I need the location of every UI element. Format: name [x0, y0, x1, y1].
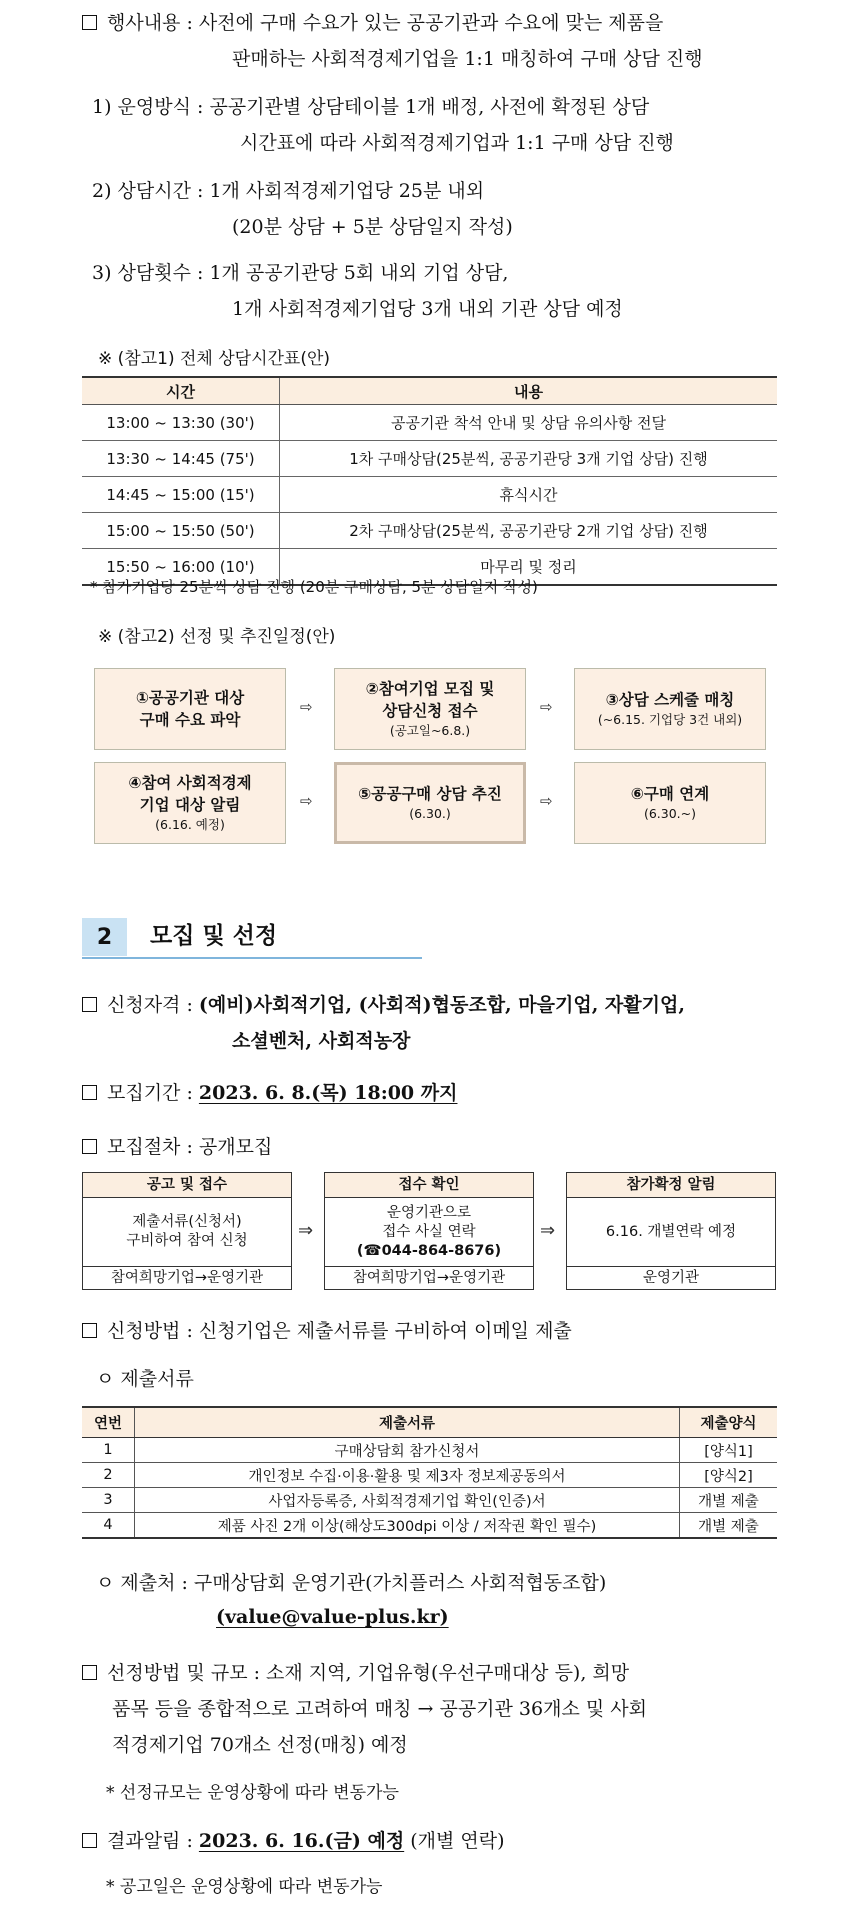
submit-email: (value@value-plus.kr) [216, 1606, 449, 1628]
step-4: ④참여 사회적경제 기업 대상 알림 (6.16. 예정) [94, 762, 286, 844]
section-number: 2 [82, 918, 127, 956]
result-line: 결과알림 : 2023. 6. 16.(금) 예정 (개별 연락) [82, 1826, 850, 1853]
docs-title: ㅇ 제출서류 [96, 1368, 194, 1390]
checkbox-square-icon [82, 1833, 97, 1848]
item-time-line2: (20분 상담 + 5분 상담일지 작성) [232, 216, 513, 238]
eligibility-line1: 신청자격 : (예비)사회적기업, (사회적)협동조합, 마을기업, 자활기업, [82, 990, 850, 1017]
checkbox-square-icon [82, 15, 97, 30]
checkbox-square-icon [82, 1139, 97, 1154]
table-row: 14:45 ~ 15:00 (15') 휴식시간 [82, 477, 777, 513]
submit-line: ㅇ 제출처 : 구매상담회 운영기관(가치플러스 사회적협동조합) [96, 1572, 607, 1594]
arrow-icon: ⇨ [300, 698, 313, 716]
ref1-title: ※ (참고1) 전체 상담시간표(안) [98, 349, 331, 369]
step-2: ②참여기업 모집 및 상담신청 접수 (공고일~6.8.) [334, 668, 526, 750]
arrow-icon: ⇨ [300, 792, 313, 810]
checkbox-square-icon [82, 1085, 97, 1100]
table-row: 1 구매상담회 참가신청서 [양식1] [82, 1438, 777, 1463]
procedure-box-3: 참가확정 알림 6.16. 개별연락 예정 운영기관 [566, 1172, 776, 1290]
method-line: 신청방법 : 신청기업은 제출서류를 구비하여 이메일 제출 [82, 1316, 850, 1343]
col-time: 시간 [82, 377, 280, 405]
section-underline [82, 957, 422, 959]
table-row: 2 개인정보 수집·이용·활용 및 제3자 정보제공동의서 [양식2] [82, 1463, 777, 1488]
item-time: 2) 상담시간 : 1개 사회적경제기업당 25분 내외 [92, 180, 485, 202]
selection-note: * 선정규모는 운영상황에 따라 변동가능 [106, 1783, 399, 1803]
step-5: ⑤공공구매 상담 추진 (6.30.) [334, 762, 526, 844]
table-row: 15:50 ~ 16:00 (10') 마무리 및 정리 [82, 549, 777, 586]
procedure-box-2: 접수 확인 운영기관으로 접수 사실 연락 (☎044-864-8676) 참여희망기업→운영기관 [324, 1172, 534, 1290]
eligibility-line2: 소셜벤처, 사회적농장 [232, 1030, 411, 1052]
period-line: 모집기간 : 2023. 6. 8.(목) 18:00 까지 [82, 1078, 850, 1105]
checkbox-square-icon [82, 1323, 97, 1338]
arrow-icon: ⇒ [540, 1220, 556, 1241]
checkbox-square-icon [82, 997, 97, 1012]
step-3: ③상담 스케줄 매칭 (~6.15. 기업당 3건 내외) [574, 668, 766, 750]
table-row: 15:00 ~ 15:50 (50') 2차 구매상담(25분씩, 공공기관당 2개 기업 상담) 진행 [82, 513, 777, 549]
table-row: 4 제품 사진 2개 이상(해상도300dpi 이상 / 저작권 확인 필수) 개별 제출 [82, 1513, 777, 1539]
item-operation-line2: 시간표에 따라 사회적경제기업과 1:1 구매 상담 진행 [240, 132, 674, 154]
item-count-line2: 1개 사회적경제기업당 3개 내외 기관 상담 예정 [232, 298, 623, 320]
table-row: 13:00 ~ 13:30 (30') 공공기관 착석 안내 및 상담 유의사항 전달 [82, 405, 777, 441]
selection-line2: 품목 등을 종합적으로 고려하여 매칭 → 공공기관 36개소 및 사회 [112, 1698, 647, 1720]
procedure-line: 모집절차 : 공개모집 [82, 1132, 850, 1159]
schedule-table [82, 376, 777, 586]
arrow-icon: ⇒ [298, 1220, 314, 1241]
result-note: * 공고일은 운영상황에 따라 변동가능 [106, 1877, 383, 1897]
event-line2: 판매하는 사회적경제기업을 1:1 매칭하여 구매 상담 진행 [232, 48, 703, 70]
checkbox-square-icon [82, 1665, 97, 1680]
arrow-icon: ⇨ [540, 698, 553, 716]
selection-line3: 적경제기업 70개소 선정(매칭) 예정 [112, 1734, 408, 1756]
ref2-title: ※ (참고2) 선정 및 추진일정(안) [98, 627, 336, 647]
step-1: ①공공기관 대상 구매 수요 파악 [94, 668, 286, 750]
selection-line1: 선정방법 및 규모 : 소재 지역, 기업유형(우선구매대상 등), 희망 [82, 1658, 850, 1685]
ref1-note: * 참가기업당 25분씩 상담 진행 (20분 구매상담, 5분 상담일지 작성) [90, 578, 538, 596]
arrow-icon: ⇨ [540, 792, 553, 810]
item-operation: 1) 운영방식 : 공공기관별 상담테이블 1개 배정, 사전에 확정된 상담 [92, 96, 650, 118]
table-row: 3 사업자등록증, 사회적경제기업 확인(인증)서 개별 제출 [82, 1488, 777, 1513]
event-line1: 행사내용 : 사전에 구매 수요가 있는 공공기관과 수요에 맞는 제품을 [82, 8, 850, 35]
table-row: 13:30 ~ 14:45 (75') 1차 구매상담(25분씩, 공공기관당 3개 기업 상담) 진행 [82, 441, 777, 477]
col-content: 내용 [280, 377, 778, 405]
step-6: ⑥구매 연계 (6.30.~) [574, 762, 766, 844]
section-title: 모집 및 선정 [150, 923, 278, 949]
procedure-box-1: 공고 및 접수 제출서류(신청서) 구비하여 참여 신청 참여희망기업→운영기관 [82, 1172, 292, 1290]
item-count: 3) 상담횟수 : 1개 공공기관당 5회 내외 기업 상담, [92, 262, 509, 284]
documents-table: 연번 제출서류 제출양식 1 구매상담회 참가신청서 [양식1] 2 개인정보 수집·이용·활용 및 제3자 정보제공동의서 [양식2] 3 사업자등록증, 사회적경제기업 확인(인증)서 개별 제출 4 제품 사진 2개 이상(해상도300dpi 이상 / 저작권 확인 필수) 개별 제출 [82, 1406, 777, 1539]
